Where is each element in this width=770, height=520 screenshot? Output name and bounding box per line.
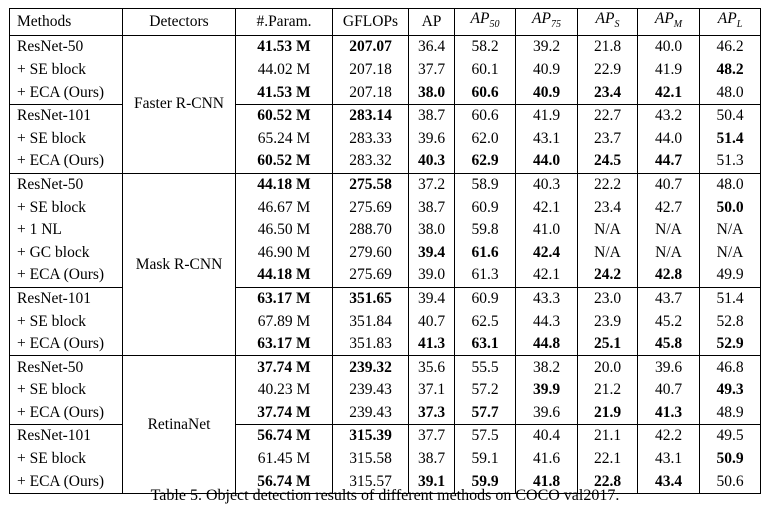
header-ap: AP <box>409 9 455 36</box>
cell-ap50: 60.6 <box>455 81 516 104</box>
table-caption: Table 5. Object detection results of different methods on COCO val2017. <box>150 487 620 504</box>
table-row <box>10 150 761 173</box>
cell-gflops: 315.57 <box>333 470 409 493</box>
cell-apm: N/A <box>638 219 700 242</box>
cell-gflops: 279.60 <box>333 241 409 264</box>
cell-params: 41.53 M <box>236 36 333 59</box>
cell-params: 60.52 M <box>236 150 333 173</box>
cell-ap50: 60.6 <box>455 104 516 127</box>
cell-ap: 35.6 <box>409 356 455 379</box>
cell-gflops: 275.69 <box>333 264 409 287</box>
cell-apl: 51.4 <box>700 127 761 150</box>
table-row <box>10 264 761 287</box>
cell-apl: 48.9 <box>700 402 761 425</box>
cell-apm: 43.1 <box>638 448 700 471</box>
cell-ap75: 39.6 <box>516 402 578 425</box>
table-row <box>10 127 761 150</box>
cell-gflops: 351.65 <box>333 287 409 310</box>
cell-ap75: 43.1 <box>516 127 578 150</box>
table-row <box>10 219 761 242</box>
cell-gflops: 239.32 <box>333 356 409 379</box>
cell-ap: 37.7 <box>409 425 455 448</box>
cell-aps: 21.1 <box>578 425 638 448</box>
cell-params: 56.74 M <box>236 470 333 493</box>
table-row <box>10 379 761 402</box>
cell-gflops: 288.70 <box>333 219 409 242</box>
cell-aps: N/A <box>578 241 638 264</box>
cell-apl: 50.6 <box>700 470 761 493</box>
cell-method: ResNet-101 <box>10 287 123 310</box>
header-detectors: Detectors <box>123 9 236 36</box>
cell-params: 41.53 M <box>236 81 333 104</box>
cell-params: 67.89 M <box>236 310 333 333</box>
table-row <box>10 59 761 82</box>
cell-ap50: 62.9 <box>455 150 516 173</box>
cell-apm: 42.8 <box>638 264 700 287</box>
cell-params: 37.74 M <box>236 402 333 425</box>
cell-apm: 44.0 <box>638 127 700 150</box>
cell-detector: Mask R-CNN <box>123 173 236 356</box>
header-methods: Methods <box>10 9 123 36</box>
cell-aps: 22.9 <box>578 59 638 82</box>
cell-aps: 22.1 <box>578 448 638 471</box>
cell-params: 37.74 M <box>236 356 333 379</box>
header-ap50: $AP_{50}$ <box>455 9 516 36</box>
cell-apl: N/A <box>700 241 761 264</box>
cell-method: ResNet-50 <box>10 356 123 379</box>
cell-ap: 38.0 <box>409 219 455 242</box>
cell-ap75: 44.0 <box>516 150 578 173</box>
cell-gflops: 207.18 <box>333 59 409 82</box>
cell-apm: 39.6 <box>638 356 700 379</box>
cell-aps: 24.2 <box>578 264 638 287</box>
cell-gflops: 315.58 <box>333 448 409 471</box>
results-table-container <box>9 8 760 494</box>
cell-apl: 52.9 <box>700 333 761 356</box>
cell-apm: N/A <box>638 241 700 264</box>
cell-ap50: 59.1 <box>455 448 516 471</box>
cell-ap75: 41.8 <box>516 470 578 493</box>
cell-apl: 49.5 <box>700 425 761 448</box>
cell-ap: 40.3 <box>409 150 455 173</box>
cell-ap50: 59.9 <box>455 470 516 493</box>
cell-apl: 49.3 <box>700 379 761 402</box>
header-params: #.Param. <box>236 9 333 36</box>
cell-ap: 39.4 <box>409 287 455 310</box>
cell-method: ResNet-101 <box>10 425 123 448</box>
cell-params: 65.24 M <box>236 127 333 150</box>
table-row <box>10 104 761 127</box>
table-body <box>10 36 761 494</box>
cell-method: + SE block <box>10 59 123 82</box>
cell-ap50: 58.2 <box>455 36 516 59</box>
cell-apl: 50.4 <box>700 104 761 127</box>
cell-ap: 37.2 <box>409 173 455 196</box>
table-row <box>10 241 761 264</box>
header-row <box>10 9 761 36</box>
table-row <box>10 425 761 448</box>
cell-method: ResNet-101 <box>10 104 123 127</box>
cell-aps: N/A <box>578 219 638 242</box>
cell-ap50: 62.0 <box>455 127 516 150</box>
cell-method: + ECA (Ours) <box>10 470 123 493</box>
header-apl: $AP_L$ <box>700 9 761 36</box>
cell-ap50: 58.9 <box>455 173 516 196</box>
cell-method: + ECA (Ours) <box>10 264 123 287</box>
cell-ap: 38.7 <box>409 104 455 127</box>
cell-ap50: 59.8 <box>455 219 516 242</box>
cell-apm: 45.2 <box>638 310 700 333</box>
cell-ap: 39.4 <box>409 241 455 264</box>
cell-aps: 22.8 <box>578 470 638 493</box>
cell-apm: 40.0 <box>638 36 700 59</box>
cell-apl: 51.3 <box>700 150 761 173</box>
cell-params: 44.02 M <box>236 59 333 82</box>
cell-apl: 50.0 <box>700 196 761 219</box>
cell-ap: 41.3 <box>409 333 455 356</box>
cell-params: 56.74 M <box>236 425 333 448</box>
cell-ap50: 62.5 <box>455 310 516 333</box>
cell-aps: 21.8 <box>578 36 638 59</box>
cell-params: 46.90 M <box>236 241 333 264</box>
cell-apm: 45.8 <box>638 333 700 356</box>
cell-aps: 23.9 <box>578 310 638 333</box>
cell-gflops: 283.14 <box>333 104 409 127</box>
cell-apm: 41.9 <box>638 59 700 82</box>
cell-apl: 49.9 <box>700 264 761 287</box>
cell-aps: 23.7 <box>578 127 638 150</box>
cell-apl: 48.0 <box>700 173 761 196</box>
cell-apl: 50.9 <box>700 448 761 471</box>
cell-detector: Faster R-CNN <box>123 36 236 174</box>
cell-aps: 23.4 <box>578 196 638 219</box>
cell-apl: 46.2 <box>700 36 761 59</box>
cell-apm: 40.7 <box>638 173 700 196</box>
table-row <box>10 402 761 425</box>
table-header <box>10 9 761 36</box>
cell-ap75: 44.8 <box>516 333 578 356</box>
cell-method: + ECA (Ours) <box>10 333 123 356</box>
table-row <box>10 196 761 219</box>
cell-apm: 40.7 <box>638 379 700 402</box>
cell-method: + SE block <box>10 448 123 471</box>
cell-ap75: 42.1 <box>516 264 578 287</box>
cell-ap75: 40.9 <box>516 81 578 104</box>
cell-ap: 37.1 <box>409 379 455 402</box>
cell-ap50: 63.1 <box>455 333 516 356</box>
cell-ap50: 55.5 <box>455 356 516 379</box>
cell-ap50: 57.2 <box>455 379 516 402</box>
cell-gflops: 207.07 <box>333 36 409 59</box>
cell-method: + SE block <box>10 196 123 219</box>
cell-ap75: 41.6 <box>516 448 578 471</box>
cell-ap50: 57.7 <box>455 402 516 425</box>
cell-gflops: 275.69 <box>333 196 409 219</box>
cell-ap: 39.6 <box>409 127 455 150</box>
table-row <box>10 333 761 356</box>
cell-ap: 39.1 <box>409 470 455 493</box>
cell-gflops: 207.18 <box>333 81 409 104</box>
cell-ap75: 42.4 <box>516 241 578 264</box>
cell-ap75: 39.2 <box>516 36 578 59</box>
table-row <box>10 81 761 104</box>
header-ap75: $AP_{75}$ <box>516 9 578 36</box>
cell-gflops: 239.43 <box>333 402 409 425</box>
cell-params: 46.67 M <box>236 196 333 219</box>
cell-apl: 48.2 <box>700 59 761 82</box>
cell-ap75: 41.0 <box>516 219 578 242</box>
cell-gflops: 283.32 <box>333 150 409 173</box>
cell-apm: 42.1 <box>638 81 700 104</box>
table-row <box>10 36 761 59</box>
cell-ap: 37.7 <box>409 59 455 82</box>
cell-ap: 37.3 <box>409 402 455 425</box>
cell-ap: 38.7 <box>409 196 455 219</box>
cell-method: ResNet-50 <box>10 36 123 59</box>
cell-ap: 38.0 <box>409 81 455 104</box>
cell-aps: 22.2 <box>578 173 638 196</box>
cell-ap50: 57.5 <box>455 425 516 448</box>
header-gflops: GFLOPs <box>333 9 409 36</box>
cell-ap50: 60.1 <box>455 59 516 82</box>
cell-apm: 43.2 <box>638 104 700 127</box>
cell-aps: 25.1 <box>578 333 638 356</box>
cell-ap: 40.7 <box>409 310 455 333</box>
cell-ap75: 43.3 <box>516 287 578 310</box>
cell-ap75: 44.3 <box>516 310 578 333</box>
cell-apm: 43.7 <box>638 287 700 310</box>
cell-method: + SE block <box>10 310 123 333</box>
cell-aps: 21.2 <box>578 379 638 402</box>
cell-apm: 44.7 <box>638 150 700 173</box>
cell-method: + GC block <box>10 241 123 264</box>
cell-ap75: 41.9 <box>516 104 578 127</box>
cell-ap75: 39.9 <box>516 379 578 402</box>
cell-aps: 23.4 <box>578 81 638 104</box>
table-row <box>10 287 761 310</box>
cell-ap75: 40.9 <box>516 59 578 82</box>
cell-apl: N/A <box>700 219 761 242</box>
cell-params: 46.50 M <box>236 219 333 242</box>
cell-ap: 36.4 <box>409 36 455 59</box>
cell-params: 60.52 M <box>236 104 333 127</box>
cell-ap50: 60.9 <box>455 196 516 219</box>
table-row <box>10 310 761 333</box>
cell-method: + 1 NL <box>10 219 123 242</box>
cell-params: 40.23 M <box>236 379 333 402</box>
cell-aps: 20.0 <box>578 356 638 379</box>
cell-gflops: 351.83 <box>333 333 409 356</box>
cell-gflops: 275.58 <box>333 173 409 196</box>
cell-aps: 22.7 <box>578 104 638 127</box>
cell-params: 44.18 M <box>236 264 333 287</box>
cell-method: ResNet-50 <box>10 173 123 196</box>
cell-apm: 43.4 <box>638 470 700 493</box>
cell-ap50: 60.9 <box>455 287 516 310</box>
cell-apm: 42.7 <box>638 196 700 219</box>
table-row <box>10 356 761 379</box>
cell-aps: 23.0 <box>578 287 638 310</box>
cell-ap75: 42.1 <box>516 196 578 219</box>
cell-params: 63.17 M <box>236 287 333 310</box>
cell-ap75: 40.3 <box>516 173 578 196</box>
cell-apm: 41.3 <box>638 402 700 425</box>
cell-gflops: 315.39 <box>333 425 409 448</box>
cell-params: 44.18 M <box>236 173 333 196</box>
cell-apl: 46.8 <box>700 356 761 379</box>
cell-gflops: 283.33 <box>333 127 409 150</box>
cell-apl: 51.4 <box>700 287 761 310</box>
cell-aps: 24.5 <box>578 150 638 173</box>
cell-gflops: 351.84 <box>333 310 409 333</box>
cell-ap75: 38.2 <box>516 356 578 379</box>
cell-aps: 21.9 <box>578 402 638 425</box>
cell-method: + ECA (Ours) <box>10 402 123 425</box>
cell-ap: 38.7 <box>409 448 455 471</box>
cell-params: 61.45 M <box>236 448 333 471</box>
header-apm: $AP_M$ <box>638 9 700 36</box>
table-row <box>10 448 761 471</box>
cell-ap50: 61.6 <box>455 241 516 264</box>
cell-ap75: 40.4 <box>516 425 578 448</box>
cell-method: + ECA (Ours) <box>10 81 123 104</box>
cell-apl: 52.8 <box>700 310 761 333</box>
cell-ap50: 61.3 <box>455 264 516 287</box>
cell-detector: RetinaNet <box>123 356 236 494</box>
cell-method: + SE block <box>10 127 123 150</box>
table-row <box>10 173 761 196</box>
cell-gflops: 239.43 <box>333 379 409 402</box>
cell-apm: 42.2 <box>638 425 700 448</box>
cell-params: 63.17 M <box>236 333 333 356</box>
cell-method: + ECA (Ours) <box>10 150 123 173</box>
header-aps: $AP_S$ <box>578 9 638 36</box>
results-table <box>9 8 761 494</box>
cell-ap: 39.0 <box>409 264 455 287</box>
cell-apl: 48.0 <box>700 81 761 104</box>
cell-method: + SE block <box>10 379 123 402</box>
